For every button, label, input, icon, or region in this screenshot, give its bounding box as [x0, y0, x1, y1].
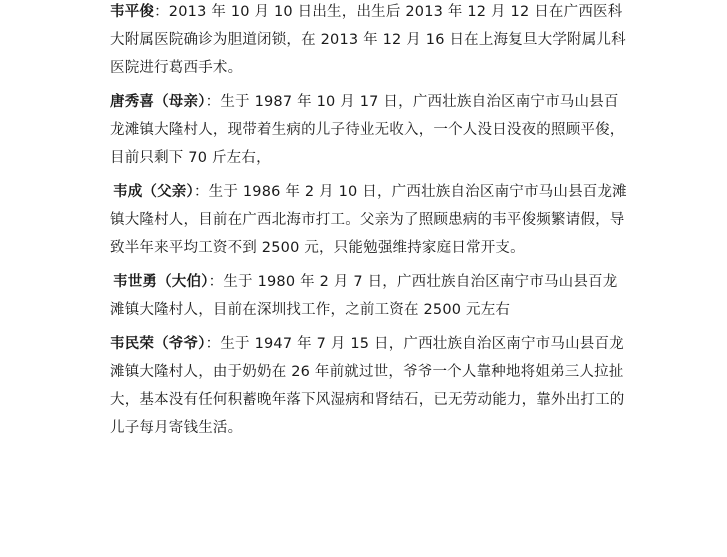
paragraph-wei-cheng: [110, 178, 630, 262]
person-description-wei-pingjun: ：2013 年 10 月 10 日出生，出生后 2013 年 12 月 12 日在广西医科大附属医院确诊为胆道闭锁，在 2013 年 12 月 16 日在上海复旦大学附属儿科医院进行葛西手术。: [110, 4, 626, 76]
person-description-wei-minrong: ：生于 1947 年 7 月 15 日，广西壮族自治区南宁市马山县百龙滩镇大隆村人，由于奶奶在 26 年前就过世，爷爷一个人靠种地将姐弟三人拉扯大，基本没有任何积蓄晚年落下风湿病和肾结石，已无劳动能力，靠外出打工的儿子每月寄钱生活。: [110, 336, 625, 436]
person-name-wei-minrong: 韦民荣（爷爷）: [110, 336, 206, 352]
person-name-wei-cheng: 韦成（父亲）: [113, 184, 194, 200]
paragraph-wei-minrong: [110, 330, 630, 442]
person-description-wei-shiyong: ：生于 1980 年 2 月 7 日，广西壮族自治区南宁市马山县百龙滩镇大隆村人，目前在深圳找工作，之前工资在 2500 元左右: [110, 274, 618, 318]
paragraph-wei-pingjun: [110, 0, 630, 82]
document-body: [110, 0, 630, 448]
person-description-tang-xiuxi: ：生于 1987 年 10 月 17 日，广西壮族自治区南宁市马山县百龙滩镇大隆村人，现带着生病的儿子待业无收入，一个人没日没夜的照顾平俊，目前只剩下 70 斤左右，: [110, 94, 625, 166]
person-name-wei-pingjun: 韦平俊: [110, 4, 155, 20]
person-name-tang-xiuxi: 唐秀喜（母亲）: [110, 94, 206, 110]
person-name-wei-shiyong: 韦世勇（大伯）: [113, 274, 209, 290]
paragraph-wei-shiyong: [110, 268, 630, 324]
paragraph-tang-xiuxi: [110, 88, 630, 172]
person-description-wei-cheng: ：生于 1986 年 2 月 10 日，广西壮族自治区南宁市马山县百龙滩镇大隆村人，目前在广西北海市打工。父亲为了照顾患病的韦平俊频繁请假，导致半年来平均工资不到 2500 元，只能勉强维持家庭日常开支。: [110, 184, 627, 256]
